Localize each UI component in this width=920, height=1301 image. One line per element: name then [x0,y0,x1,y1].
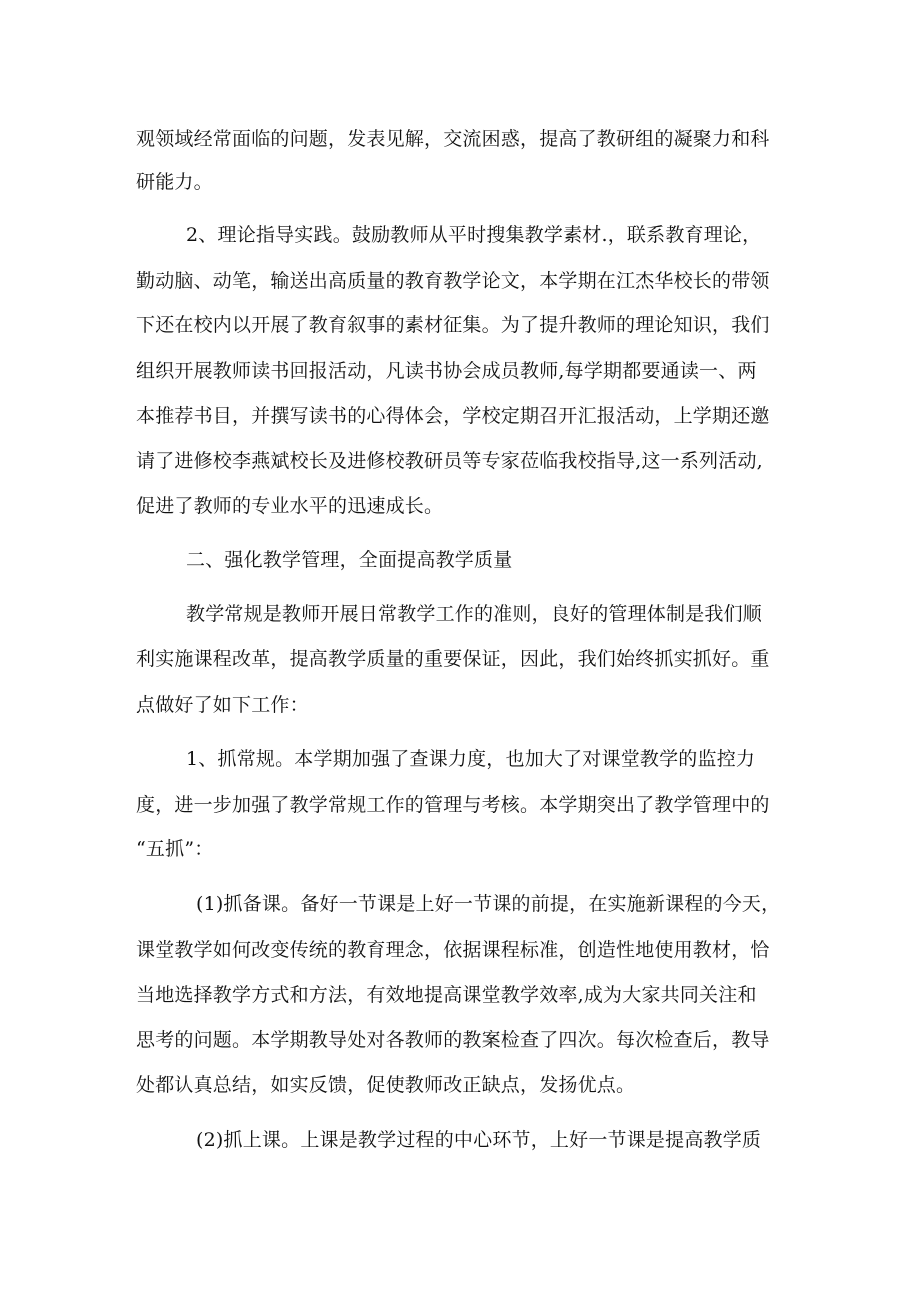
text-line: 教学常规是教师开展日常教学工作的准则，良好的管理体制是我们顺 [186,603,763,625]
text-line: “五抓”： [136,838,214,860]
text-line: 下还在校内以开展了教育叙事的素材征集。为了提升教师的理论知识，我们 [136,314,770,336]
text-line: (2)抓上课。上课是教学过程的中心环节，上好一节课是提高教学质 [196,1129,762,1151]
text-line: 研能力。 [136,171,213,193]
text-line: 2、理论指导实践。鼓励教师从平时搜集教学素材.，联系教育理论， [186,224,762,246]
text-line: 勤动脑、动笔，输送出高质量的教育教学论文，本学期在江杰华校长的带领 [136,270,770,292]
text-line: 点做好了如下工作： [136,694,309,716]
text-line: 本推荐书目，并撰写读书的心得体会，学校定期召开汇报活动，上学期还邀 [136,405,770,427]
section-heading: 二、强化教学管理，全面提高教学质量 [186,549,513,571]
text-line: 1、抓常规。本学期加强了查课力度，也加大了对课堂教学的监控力 [186,748,756,770]
text-line: 组织开展教师读书回报活动，凡读书协会成员教师,每学期都要通读一、两 [136,360,757,382]
text-line: 思考的问题。本学期教导处对各教师的教案检查了四次。每次检查后，教导 [136,1029,770,1051]
text-line: (1)抓备课。备好一节课是上好一节课的前提，在实施新课程的今天， [196,893,781,915]
text-line: 度，进一步加强了教学常规工作的管理与考核。本学期突出了教学管理中的 [136,794,770,816]
text-line: 当地选择教学方式和方法，有效地提高课堂教学效率,成为大家共同关注和 [136,984,757,1006]
text-line: 课堂教学如何改变传统的教育理念，依据课程标准，创造性地使用教材，恰 [136,939,770,961]
text-line: 观领域经常面临的问题，发表见解，交流困惑，提高了教研组的凝聚力和科 [136,128,770,150]
text-line: 处都认真总结，如实反馈，促使教师改正缺点，发扬优点。 [136,1074,636,1096]
text-line: 请了进修校李燕斌校长及进修校教研员等专家莅临我校指导,这一系列活动, [136,450,763,472]
text-line: 促进了教师的专业水平的迅速成长。 [136,495,444,517]
text-line: 利实施课程改革，提高教学质量的重要保证，因此，我们始终抓实抓好。重 [136,648,770,670]
